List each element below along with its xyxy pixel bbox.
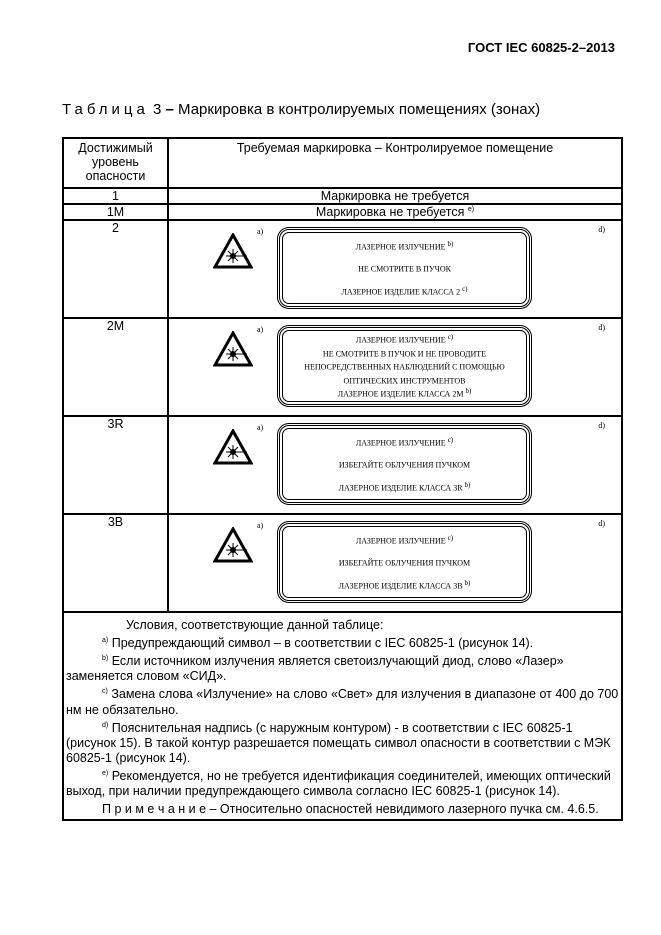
- note-text: Пояснительная надпись (с наружным контуром) - в соответствии с IEC 60825-1 (рисунок 15). В такой контур разрешается помещать символ опасности в соответствии с МЭК 60825-1 (рисунок 14).: [66, 720, 611, 765]
- table-row: [63, 204, 622, 220]
- sign-line: [338, 387, 472, 399]
- footnote-marker: c): [102, 688, 108, 696]
- notes-cell: [63, 612, 622, 820]
- footnote-ref: b): [465, 387, 472, 396]
- col-header-level: Достижимый уровень опасности: [63, 138, 168, 188]
- sign-line-text: ЛАЗЕРНОЕ ИЗДЕЛИЕ КЛАССА 2: [341, 287, 461, 297]
- footnote-marker: b): [102, 655, 109, 663]
- table-caption: [62, 101, 540, 118]
- note: [66, 799, 619, 817]
- footnote-ref: a): [257, 521, 264, 530]
- laser-warning-triangle-icon: [213, 429, 253, 465]
- note-text: П р и м е ч а н и е – Относительно опасностей невидимого лазерного пучка см. 4.6.5.: [102, 802, 599, 817]
- sign-line: [356, 436, 453, 448]
- note-text: Рекомендуется, но не требуется идентификация соединителей, имеющих оптический выход, при наличии предупреждающего символа согласно IEC 60825-1 (рисунок 14).: [66, 768, 611, 798]
- level-cell: 2: [63, 220, 168, 318]
- sign-line-text: ЛАЗЕРНОЕ ИЗЛУЧЕНИЕ: [355, 242, 446, 252]
- sign-line: [339, 481, 471, 493]
- note-text: Если источником излучения является светоизлучающий диод, слово «Лазер» заменяется словом «СИД».: [66, 654, 564, 684]
- caption-dash: –: [165, 101, 174, 118]
- table-header-row: [63, 138, 622, 188]
- note: [66, 718, 619, 766]
- footnote-ref: b): [464, 578, 471, 587]
- level-cell: 2M: [63, 318, 168, 416]
- level-cell: 1M: [63, 204, 168, 220]
- laser-warning-triangle-icon: [213, 527, 253, 563]
- level-cell: 3R: [63, 416, 168, 514]
- document-header: ГОСТ IEC 60825-2–2013: [467, 40, 615, 55]
- footnote-ref: b): [447, 239, 454, 248]
- footnote-ref: d): [598, 519, 605, 528]
- sign-line: [339, 458, 470, 470]
- table-row: [63, 220, 622, 318]
- marking-cell: [168, 318, 622, 416]
- marking-cell: [168, 220, 622, 318]
- level-cell: 1: [63, 188, 168, 204]
- sign-line: [356, 240, 454, 252]
- marking-table: [62, 137, 623, 821]
- footnote-ref: d): [598, 323, 605, 332]
- sign-line: [358, 262, 451, 274]
- caption-word: Таблица: [62, 101, 149, 118]
- sign-line: [339, 556, 470, 568]
- sign-line-text: ЛАЗЕРНОЕ ИЗЛУЧЕНИЕ: [355, 536, 446, 546]
- sign-line: [356, 534, 453, 546]
- note-text: Условия, соответствующие данной таблице:: [126, 618, 384, 633]
- footnote-marker: a): [102, 637, 109, 645]
- footnote-ref: b): [464, 480, 471, 489]
- sign-line-text: ИЗБЕГАЙТЕ ОБЛУЧЕНИЯ ПУЧКОМ: [338, 558, 471, 568]
- explanatory-label-panel: [277, 227, 532, 309]
- sign-line-text: ЛАЗЕРНОЕ ИЗДЕЛИЕ КЛАССА 2М: [337, 390, 464, 399]
- laser-warning-triangle-icon: [213, 233, 253, 269]
- marking-cell: [168, 416, 622, 514]
- level-cell: 3B: [63, 514, 168, 612]
- sign-line-text: ЛАЗЕРНОЕ ИЗЛУЧЕНИЕ: [355, 335, 446, 345]
- laser-warning-triangle-icon: [213, 331, 253, 367]
- marking-cell: [168, 188, 622, 204]
- sign-line-text: НЕ СМОТРИТЕ В ПУЧОК: [358, 264, 451, 274]
- caption-title: Маркировка в контролируемых помещениях (зонах): [178, 101, 541, 118]
- table-row: [63, 318, 622, 416]
- footnote-ref: c): [447, 435, 454, 444]
- sign-line-text: ЛАЗЕРНОЕ ИЗЛУЧЕНИЕ: [355, 438, 446, 448]
- note: [66, 615, 619, 633]
- explanatory-label-panel: [277, 521, 532, 603]
- note: [66, 766, 619, 799]
- notes-row: [63, 612, 622, 820]
- marking-text: Маркировка не требуется: [315, 205, 465, 219]
- note-text: Замена слова «Излучение» на слово «Свет» для излучения в диапазоне от 400 до 700 нм не обязательно.: [66, 687, 619, 717]
- marking-cell: [168, 204, 622, 220]
- note-text: Предупреждающий символ – в соответствии с IEC 60825-1 (рисунок 14).: [111, 636, 534, 651]
- footnote-ref: c): [462, 284, 468, 293]
- table-row: [63, 514, 622, 612]
- sign-line-text: ОПТИЧЕСКИХ ИНСТРУМЕНТОВ: [343, 376, 466, 386]
- footnote-marker: e): [102, 769, 109, 777]
- sign-line-text: ЛАЗЕРНОЕ ИЗДЕЛИЕ КЛАССА 3R: [338, 483, 463, 493]
- sign-line: [323, 347, 486, 359]
- sign-line-text: ЛАЗЕРНОЕ ИЗДЕЛИЕ КЛАССА 3В: [338, 581, 463, 591]
- footnote-marker: d): [102, 721, 109, 729]
- footnote-ref: a): [257, 423, 264, 432]
- sign-line-text: НЕ СМОТРИТЕ В ПУЧОК И НЕ ПРОВОДИТЕ: [322, 349, 487, 359]
- note: [66, 684, 619, 717]
- sign-line-text: ИЗБЕГАЙТЕ ОБЛУЧЕНИЯ ПУЧКОМ: [338, 460, 471, 470]
- marking-cell: [168, 514, 622, 612]
- note: [66, 633, 619, 651]
- sign-line: [356, 333, 453, 345]
- caption-number: 3: [153, 101, 162, 118]
- table-row: [63, 188, 622, 204]
- explanatory-label-panel: [277, 423, 532, 505]
- sign-line: [304, 360, 505, 372]
- footnote-ref: c): [447, 332, 454, 341]
- col-header-marking: Требуемая маркировка – Контролируемое помещение: [168, 138, 622, 188]
- sign-line-text: НЕПОСРЕДСТВЕННЫХ НАБЛЮДЕНИЙ С ПОМОЩЬЮ: [304, 362, 505, 372]
- footnote-ref: d): [598, 225, 605, 234]
- marking-text: Маркировка не требуется: [320, 189, 470, 203]
- footnote-ref: a): [257, 325, 264, 334]
- sign-line: [341, 285, 467, 297]
- sign-line: [339, 579, 471, 591]
- note: [66, 651, 619, 684]
- footnote-ref: e): [467, 205, 475, 213]
- explanatory-label-panel: [277, 325, 532, 407]
- table-row: [63, 416, 622, 514]
- footnote-ref: c): [447, 533, 454, 542]
- footnote-ref: a): [257, 227, 264, 236]
- sign-line: [344, 374, 466, 386]
- footnote-ref: d): [598, 421, 605, 430]
